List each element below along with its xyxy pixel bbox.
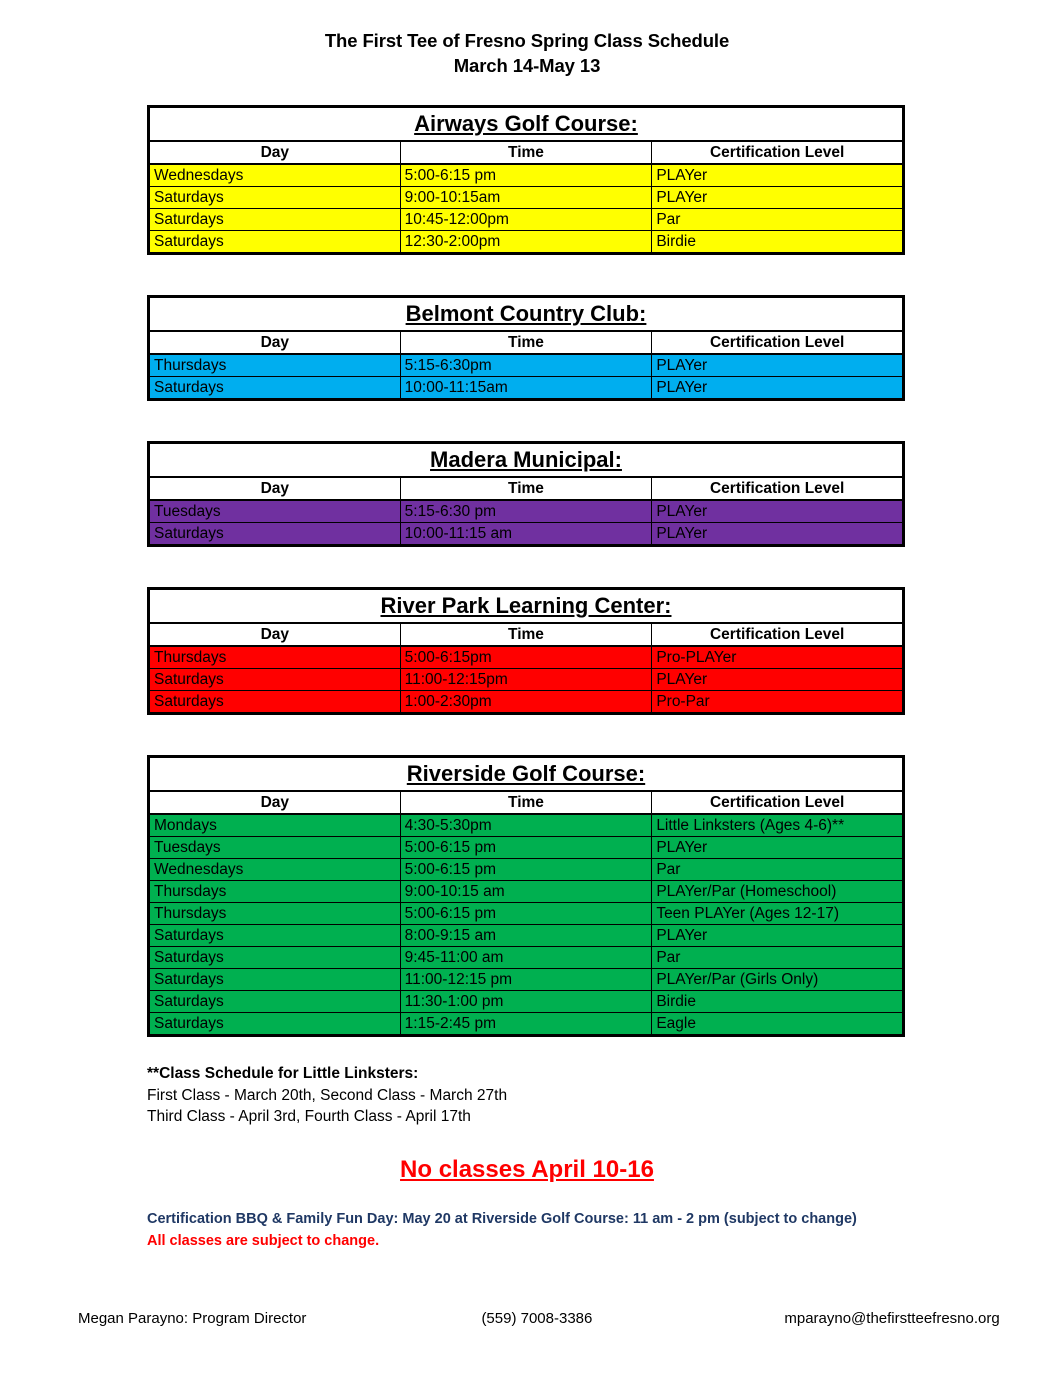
table-spacer [0, 547, 1054, 587]
table-row [149, 969, 904, 991]
cell-time: 5:00-6:15 pm [400, 903, 652, 925]
column-header-certification: Certification Level [652, 477, 904, 500]
page-title: The First Tee of Fresno Spring Class Schedule [324, 30, 730, 51]
cell-day: Saturdays [149, 691, 401, 714]
cell-day: Saturdays [149, 991, 401, 1013]
little-linksters-line-2: Third Class - April 3rd, Fourth Class - April 17th [147, 1108, 471, 1125]
cell-day: Saturdays [149, 187, 401, 209]
cell-time: 11:00-12:15 pm [400, 969, 652, 991]
cell-time: 5:00-6:15 pm [400, 859, 652, 881]
no-classes-alert [0, 1156, 1054, 1184]
cell-day: Wednesdays [149, 164, 401, 187]
table-title [149, 443, 904, 478]
table-title [149, 757, 904, 792]
table-title [149, 297, 904, 332]
table-title [149, 589, 904, 624]
cell-time: 11:30-1:00 pm [400, 991, 652, 1013]
schedule-table [147, 295, 905, 401]
cell-certification: Eagle [652, 1013, 904, 1036]
table-spacer [0, 715, 1054, 755]
table-title-text: Riverside Golf Course: [406, 761, 646, 786]
cell-day: Saturdays [149, 1013, 401, 1036]
cell-day: Thursdays [149, 646, 401, 669]
table-title-text: Madera Municipal: [430, 447, 622, 472]
table-row [149, 814, 904, 837]
column-header-time: Time [400, 791, 652, 814]
column-header-day: Day [149, 141, 401, 164]
column-header-certification: Certification Level [652, 623, 904, 646]
table-title [149, 107, 904, 142]
column-header-certification: Certification Level [652, 791, 904, 814]
cell-certification: Par [652, 859, 904, 881]
schedule-table [147, 441, 905, 547]
cell-day: Tuesdays [149, 500, 401, 523]
column-header-time: Time [400, 141, 652, 164]
table-row [149, 691, 904, 714]
cell-certification: PLAYer/Par (Homeschool) [652, 881, 904, 903]
cell-day: Saturdays [149, 231, 401, 254]
footer-contact-name: Megan Parayno: Program Director [78, 1310, 307, 1327]
table-spacer [0, 255, 1054, 295]
cell-certification: PLAYer [652, 187, 904, 209]
cell-certification: PLAYer [652, 500, 904, 523]
cell-certification: PLAYer [652, 669, 904, 691]
column-header-time: Time [400, 331, 652, 354]
cell-day: Mondays [149, 814, 401, 837]
cell-time: 1:15-2:45 pm [400, 1013, 652, 1036]
cell-time: 9:00-10:15 am [400, 881, 652, 903]
cell-certification: Par [652, 947, 904, 969]
cell-certification: PLAYer [652, 837, 904, 859]
cell-time: 10:00-11:15 am [400, 523, 652, 546]
column-header-time: Time [400, 623, 652, 646]
cell-certification: PLAYer [652, 523, 904, 546]
table-spacer [0, 401, 1054, 441]
little-linksters-line-1: First Class - March 20th, Second Class - March 27th [147, 1086, 508, 1104]
schedule-table [147, 755, 905, 1037]
table-row [149, 523, 904, 546]
cell-time: 5:15-6:30 pm [400, 500, 652, 523]
cell-day: Saturdays [149, 523, 401, 546]
table-title-text: Belmont Country Club: [405, 301, 647, 326]
table-row [149, 947, 904, 969]
schedule-table [147, 587, 905, 715]
cell-time: 5:00-6:15pm [400, 646, 652, 669]
little-linksters-notes [147, 1063, 1054, 1128]
table-row [149, 925, 904, 947]
cell-day: Saturdays [149, 969, 401, 991]
cell-certification: Little Linksters (Ages 4-6)** [652, 814, 904, 837]
column-header-time: Time [400, 477, 652, 500]
table-row [149, 377, 904, 400]
cell-certification: Birdie [652, 991, 904, 1013]
table-row [149, 669, 904, 691]
cell-certification: PLAYer [652, 925, 904, 947]
cell-time: 8:00-9:15 am [400, 925, 652, 947]
cell-day: Saturdays [149, 377, 401, 400]
cell-certification: Pro-PLAYer [652, 646, 904, 669]
cell-time: 12:30-2:00pm [400, 231, 652, 254]
column-header-day: Day [149, 623, 401, 646]
table-row [149, 837, 904, 859]
table-row [149, 646, 904, 669]
table-title-text: Airways Golf Course: [414, 111, 638, 136]
little-linksters-heading: **Class Schedule for Little Linksters: [147, 1065, 419, 1082]
footer-phone[interactable]: (559) 7008-3386 [481, 1310, 593, 1327]
cell-certification: PLAYer [652, 354, 904, 377]
cell-time: 10:45-12:00pm [400, 209, 652, 231]
cell-time: 1:00-2:30pm [400, 691, 652, 714]
no-classes-alert-text: No classes April 10-16 [400, 1155, 654, 1183]
cell-time: 5:15-6:30pm [400, 354, 652, 377]
column-header-certification: Certification Level [652, 141, 904, 164]
cell-time: 10:00-11:15am [400, 377, 652, 400]
column-header-day: Day [149, 477, 401, 500]
cell-certification: Teen PLAYer (Ages 12-17) [652, 903, 904, 925]
subject-to-change-note: All classes are subject to change. [147, 1232, 380, 1249]
table-row [149, 859, 904, 881]
table-row [149, 354, 904, 377]
table-row [149, 1013, 904, 1036]
table-row [149, 209, 904, 231]
table-row [149, 991, 904, 1013]
cell-time: 4:30-5:30pm [400, 814, 652, 837]
table-title-text: River Park Learning Center: [380, 593, 672, 618]
cell-day: Saturdays [149, 209, 401, 231]
document-footer [0, 1310, 1054, 1327]
cell-certification: PLAYer [652, 377, 904, 400]
footer-email[interactable]: mparayno@thefirstteefresno.org [784, 1310, 1000, 1327]
cell-time: 9:45-11:00 am [400, 947, 652, 969]
cell-day: Wednesdays [149, 859, 401, 881]
table-row [149, 187, 904, 209]
schedule-table [147, 105, 905, 255]
cell-time: 5:00-6:15 pm [400, 164, 652, 187]
table-row [149, 903, 904, 925]
cell-certification: PLAYer/Par (Girls Only) [652, 969, 904, 991]
column-header-certification: Certification Level [652, 331, 904, 354]
cell-certification: Birdie [652, 231, 904, 254]
cell-day: Thursdays [149, 881, 401, 903]
cell-day: Saturdays [149, 925, 401, 947]
cell-time: 9:00-10:15am [400, 187, 652, 209]
page-date-range: March 14-May 13 [453, 55, 601, 76]
cell-day: Thursdays [149, 903, 401, 925]
column-header-day: Day [149, 791, 401, 814]
cell-certification: Par [652, 209, 904, 231]
cell-time: 11:00-12:15pm [400, 669, 652, 691]
cell-day: Saturdays [149, 947, 401, 969]
cell-day: Saturdays [149, 669, 401, 691]
bottom-notes [147, 1208, 1054, 1252]
cell-time: 5:00-6:15 pm [400, 837, 652, 859]
cell-certification: Pro-Par [652, 691, 904, 714]
table-row [149, 881, 904, 903]
cell-certification: PLAYer [652, 164, 904, 187]
table-row [149, 500, 904, 523]
schedule-tables [0, 105, 1054, 1037]
table-row [149, 231, 904, 254]
table-row [149, 164, 904, 187]
bbq-note: Certification BBQ & Family Fun Day: May 20 at Riverside Golf Course: 11 am - 2 pm (subject to change) [147, 1210, 857, 1227]
document-header [0, 0, 1054, 78]
cell-day: Thursdays [149, 354, 401, 377]
column-header-day: Day [149, 331, 401, 354]
cell-day: Tuesdays [149, 837, 401, 859]
